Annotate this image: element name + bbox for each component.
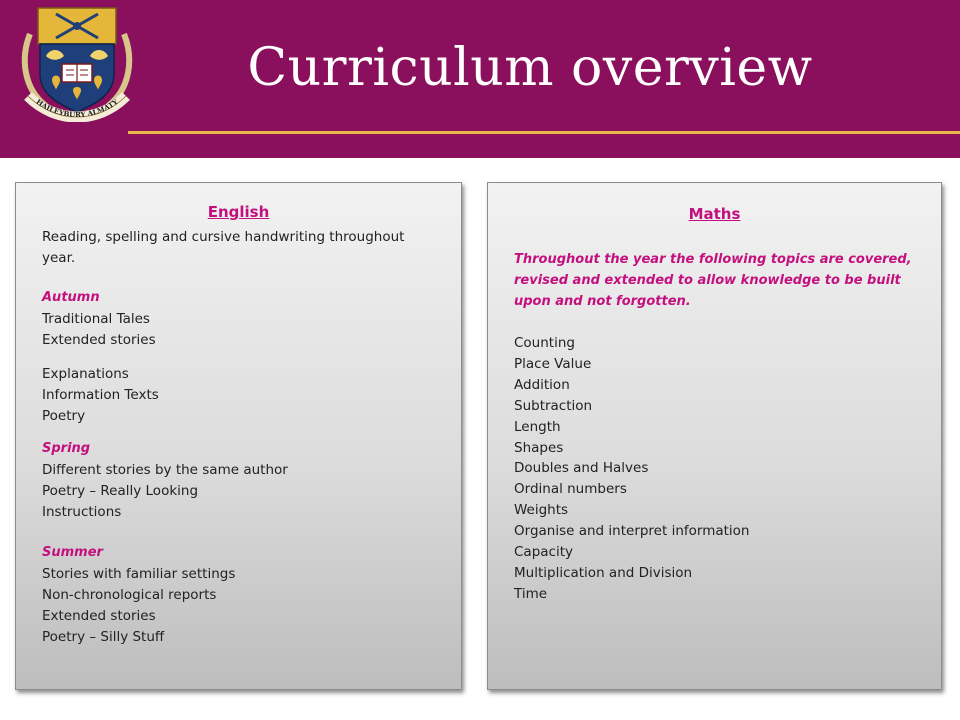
- summer-label: Summer: [42, 545, 103, 560]
- maths-title: Maths: [688, 205, 741, 223]
- list-item: Organise and interpret information: [514, 523, 750, 540]
- list-item: Stories with familiar settings: [42, 566, 236, 582]
- list-item: Explanations: [42, 366, 129, 382]
- maths-topic-list: [514, 333, 750, 605]
- list-item: Weights: [514, 502, 569, 519]
- list-item: Information Texts: [42, 386, 159, 403]
- list-item: Length: [514, 418, 561, 435]
- list-item: Traditional Tales: [42, 311, 150, 327]
- maths-panel: [487, 182, 942, 690]
- list-item: Place Value: [514, 355, 592, 372]
- spring-list: [42, 460, 288, 523]
- list-item: Shapes: [514, 439, 564, 456]
- list-item: Doubles and Halves: [514, 460, 649, 477]
- list-item: Poetry – Silly Stuff: [42, 628, 165, 645]
- autumn-list-2: [42, 364, 159, 427]
- autumn-list: [42, 309, 156, 351]
- autumn-label: Autumn: [42, 290, 100, 305]
- english-intro: Reading, spelling and cursive handwriting throughout year.: [42, 229, 405, 266]
- maths-intro: Throughout the year the following topics are covered, revised and extended to allow knowledge to be built upon and not forgotten.: [514, 252, 912, 309]
- english-title: English: [207, 203, 270, 221]
- spring-label: Spring: [42, 441, 91, 456]
- list-item: Extended stories: [42, 331, 156, 348]
- summer-list: [42, 564, 235, 648]
- list-item: Capacity: [514, 544, 573, 561]
- list-item: Poetry: [42, 407, 86, 424]
- list-item: Extended stories: [42, 607, 156, 624]
- list-item: Time: [514, 585, 548, 602]
- list-item: Non-chronological reports: [42, 586, 217, 603]
- list-item: Addition: [514, 376, 570, 393]
- header-divider: [128, 131, 960, 134]
- list-item: Ordinal numbers: [514, 481, 627, 498]
- header-banner: [0, 0, 960, 158]
- list-item: Multiplication and Division: [514, 564, 693, 581]
- crest-motto: HAILEYBURY ALMATY: [34, 96, 120, 120]
- list-item: Poetry – Really Looking: [42, 482, 199, 499]
- list-item: Different stories by the same author: [42, 462, 288, 478]
- list-item: Counting: [514, 335, 575, 351]
- list-item: Subtraction: [514, 397, 593, 414]
- list-item: Instructions: [42, 503, 122, 520]
- page-title: Curriculum overview: [247, 38, 813, 98]
- crest-icon: [16, 4, 138, 122]
- english-panel: [15, 182, 462, 690]
